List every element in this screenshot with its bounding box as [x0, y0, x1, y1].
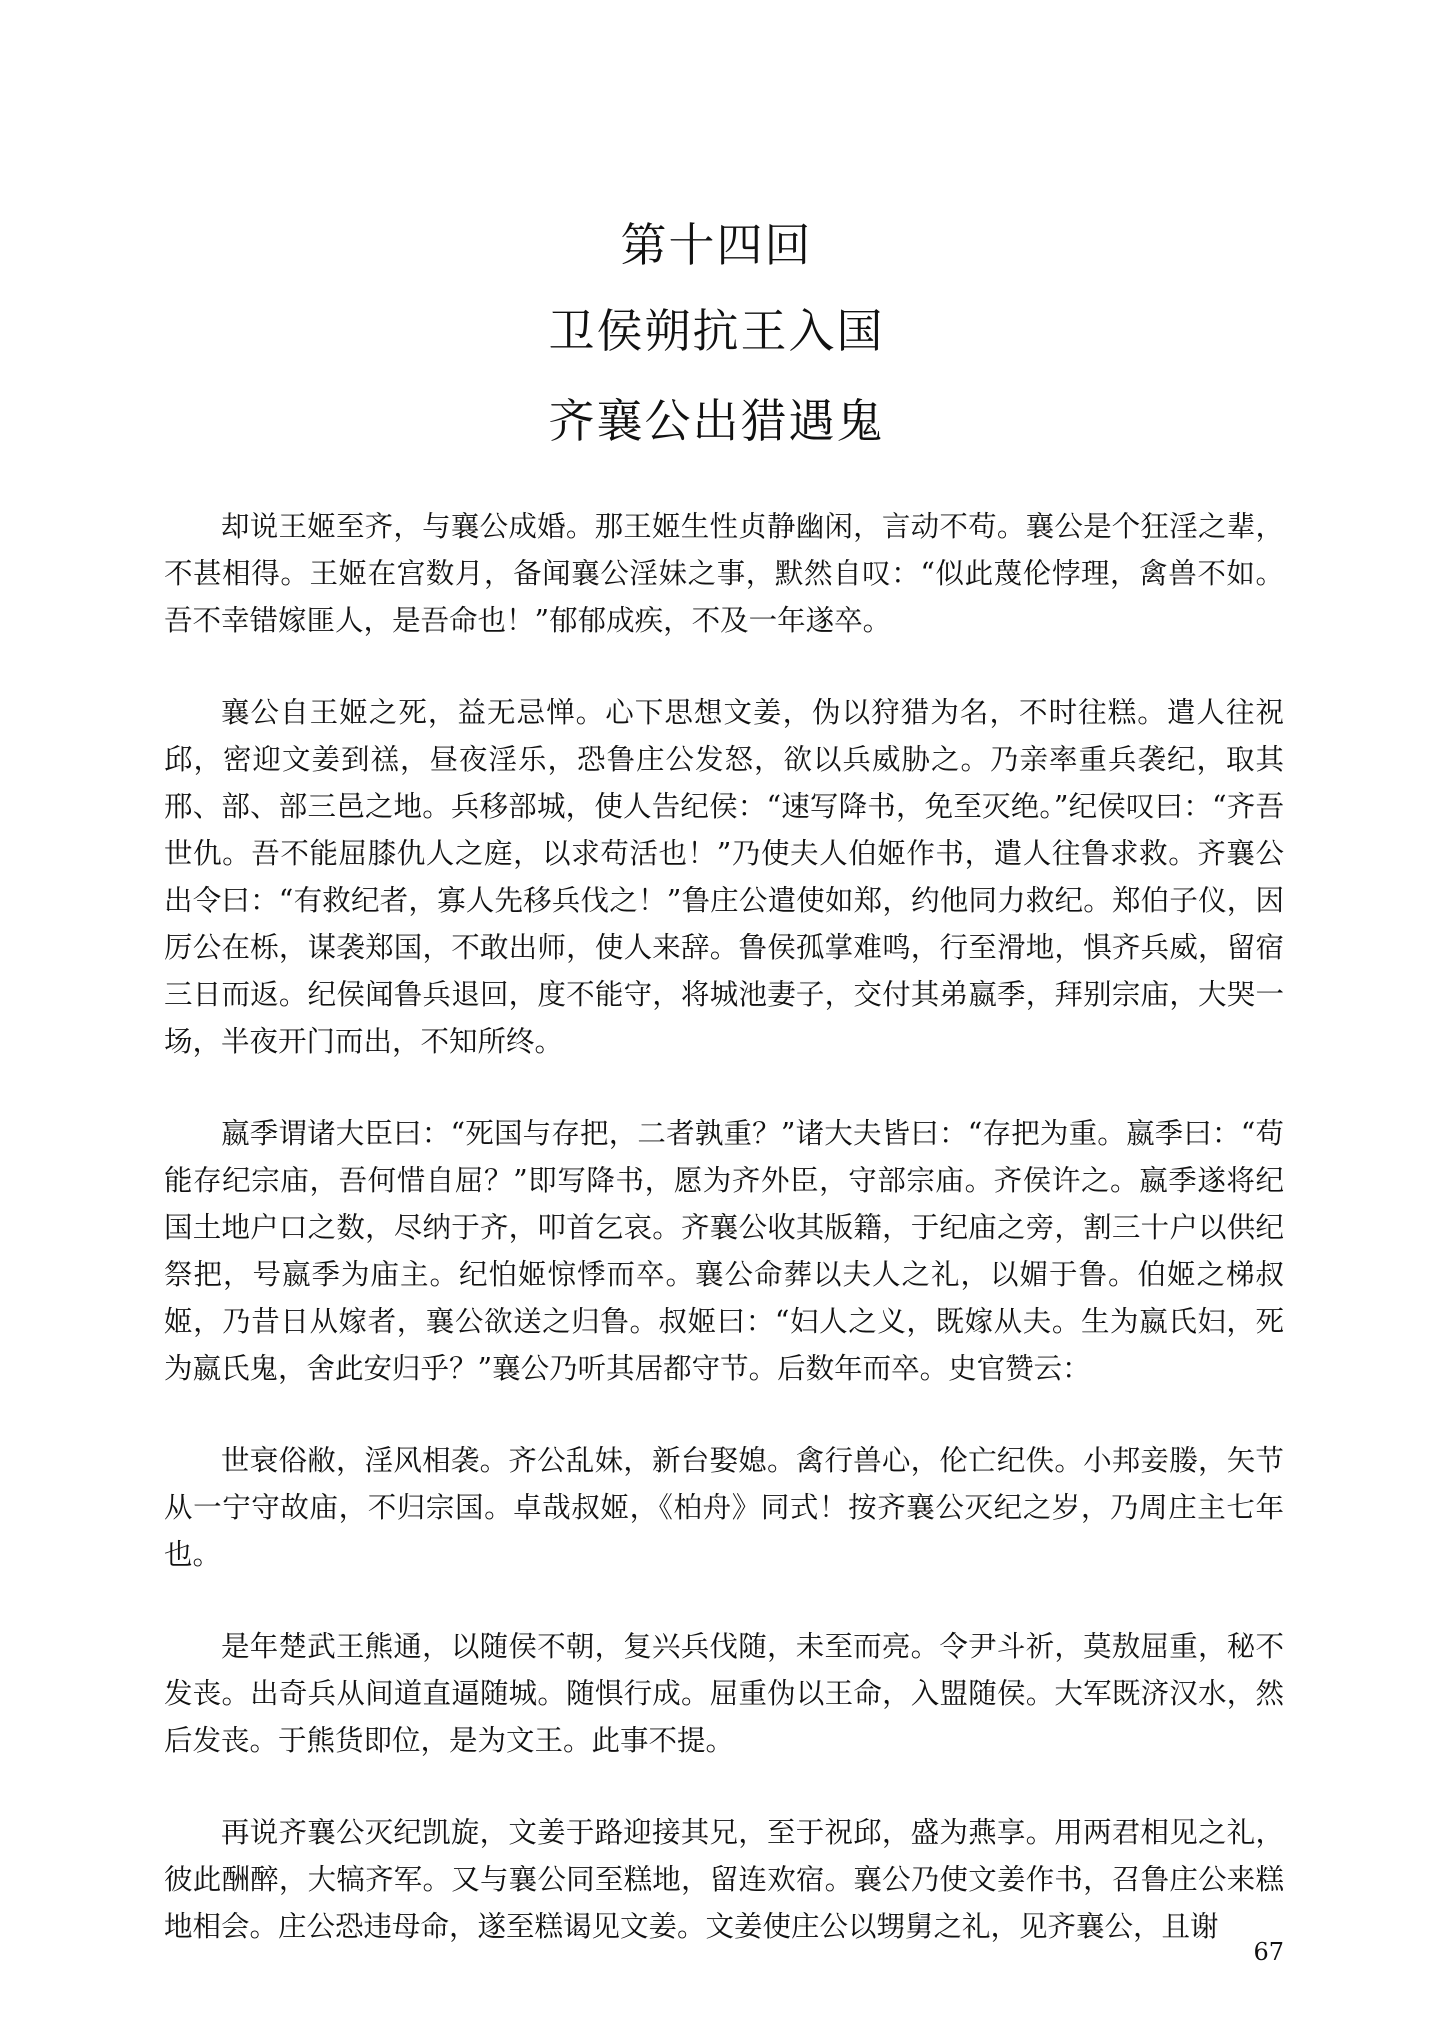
paragraph: 再说齐襄公灭纪凯旋，文姜于路迎接其兄，至于祝邱，盛为燕享。用两君相见之礼，彼此酬醉，大犒齐军。又与襄公同至糕地，留连欢宿。襄公乃使文姜作书，召鲁庄公来糕地相会。庄公恐违母命，遂至糕谒见文姜。文姜使庄公以甥舅之礼，见齐襄公，且谢 — [164, 1816, 1284, 1943]
chapter-title-line-2: 齐襄公出猎遇鬼 — [548, 394, 885, 448]
paragraph: 襄公自王姬之死，益无忌惮。心下思想文姜，伪以狩猎为名，不时往糕。遣人往祝邱，密迎文姜到禚，昼夜淫乐，恐鲁庄公发怒，欲以兵威胁之。乃亲率重兵袭纪，取其邢、部、部三邑之地。兵移部城，使人告纪侯：“速写降书，免至灭绝。”纪侯叹曰：“齐吾世仇。吾不能屈膝仇人之庭，以求苟活也！”乃使夫人伯姬作书，遣人往鲁求救。齐襄公出令曰：“有救纪者，寡人先移兵伐之！”鲁庄公遣使如郑，约他同力救纪。郑伯子仪，因厉公在栎，谋袭郑国，不敢出师，使人来辞。鲁侯孤掌难鸣，行至滑地，惧齐兵威，留宿三日而返。纪侯闻鲁兵退回，度不能守，将城池妻子，交付其弟嬴季，拜别宗庙，大哭一场，半夜开门而出，不知所终。 — [164, 696, 1284, 1058]
chapter-number: 第十四回 — [620, 218, 813, 272]
chapter-title-line-1: 卫侯朔抗王入国 — [548, 304, 885, 358]
paragraph: 世衰俗敝，淫风相袭。齐公乱妹，新台娶媳。禽行兽心，伦亡纪佚。小邦妾媵，矢节从一宁守故庙，不归宗国。卓哉叔姬，《柏舟》同式！按齐襄公灭纪之岁，乃周庄主七年也。 — [164, 1444, 1284, 1571]
page-number: 67 — [1253, 1938, 1284, 1966]
body-text — [164, 503, 1284, 1995]
paragraph: 是年楚武王熊通，以随侯不朝，复兴兵伐随，未至而亮。令尹斗祈，莫敖屈重，秘不发丧。出奇兵从间道直逼随城。随惧行成。屈重伪以王命，入盟随侯。大军既济汉水，然后发丧。于熊货即位，是为文王。此事不提。 — [164, 1630, 1284, 1757]
paragraph: 却说王姬至齐，与襄公成婚。那王姬生性贞静幽闲，言动不苟。襄公是个狂淫之辈，不甚相得。王姬在宫数月，备闻襄公淫妹之事，默然自叹：“似此蔑伦悖理，禽兽不如。吾不幸错嫁匪人，是吾命也！”郁郁成疾，不及一年遂卒。 — [164, 510, 1284, 637]
paragraph: 嬴季谓诸大臣曰：“死国与存把，二者孰重？”诸大夫皆曰：“存把为重。嬴季曰：“苟能存纪宗庙，吾何惜自屈？”即写降书，愿为齐外臣，守部宗庙。齐侯许之。嬴季遂将纪国土地户口之数，尽纳于齐，叩首乞哀。齐襄公收其版籍，于纪庙之旁，割三十户以供纪祭把，号嬴季为庙主。纪怕姬惊悸而卒。襄公命葬以夫人之礼，以媚于鲁。伯姬之梯叔姬，乃昔日从嫁者，襄公欲送之归鲁。叔姬曰：“妇人之义，既嫁从夫。生为嬴氏妇，死为嬴氏鬼，舍此安归乎？”襄公乃听其居都守节。后数年而卒。史官赞云： — [164, 1117, 1284, 1385]
